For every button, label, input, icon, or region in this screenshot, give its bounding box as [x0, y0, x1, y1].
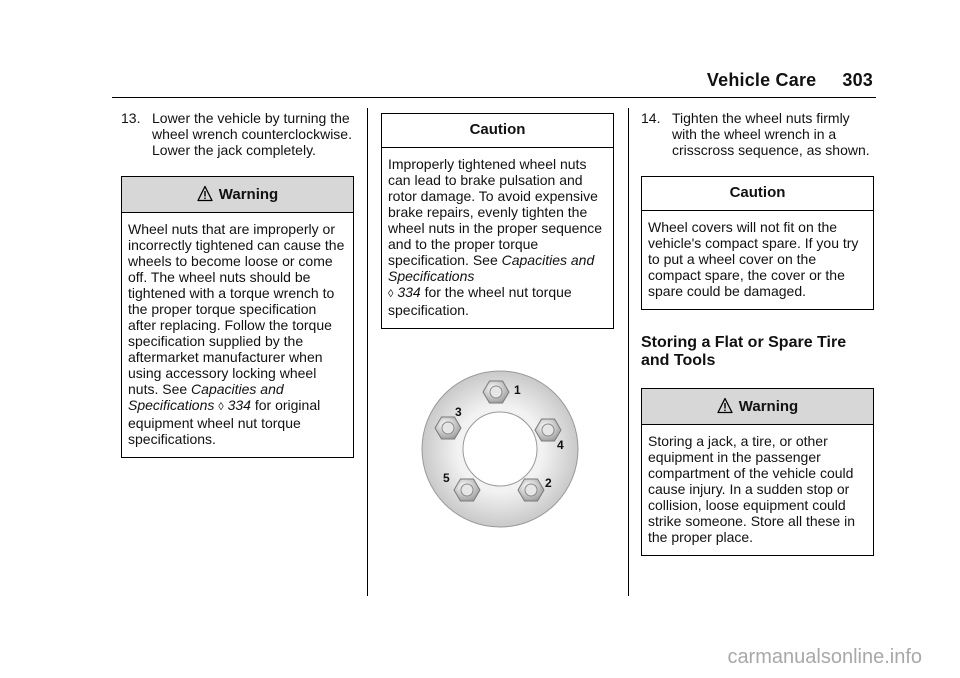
section-heading: Storing a Flat or Spare Tire and Tools — [641, 334, 847, 369]
caution-text-end: for the wheel nut torque specification. — [388, 284, 572, 318]
warning-body — [122, 213, 353, 457]
step-text: Lower the vehicle by turning the wheel wrench counterclockwise. Lower the jack completely. — [152, 110, 352, 158]
warning-icon — [717, 397, 733, 414]
warning-header — [122, 177, 353, 213]
step-13 — [121, 110, 354, 158]
xref-link[interactable]: Capacities and Specifications — [388, 252, 595, 284]
warning-text-end: for original equipment wheel nut torque specifications. — [128, 397, 321, 447]
page-ref[interactable]: 334 — [397, 284, 421, 300]
page-number: 303 — [842, 70, 873, 90]
warning-header — [642, 389, 873, 425]
column-divider — [628, 108, 629, 596]
page-ref[interactable]: 334 — [227, 397, 251, 413]
sequence-label-1: 1 — [514, 383, 521, 397]
caution-body — [382, 148, 613, 328]
warning-title: Warning — [218, 186, 279, 203]
column-divider — [367, 108, 368, 596]
column-2 — [381, 95, 614, 329]
step-number: 14. — [641, 110, 661, 126]
step-14 — [641, 110, 874, 158]
sequence-label-2: 2 — [545, 476, 552, 490]
section-title: Vehicle Care — [706, 70, 817, 90]
caution-body: Wheel covers will not fit on the vehicle's compact spare. If you try to put a wheel cover on the compact spare, the cover or the spare could be damaged. — [648, 219, 859, 299]
page-header — [707, 70, 873, 91]
hub-center-hole — [463, 412, 537, 486]
caution-text: Improperly tightened wheel nuts can lead to brake pulsation and rotor damage. To avoid expensive brake repairs, evenly tighten the wheel nuts in the proper sequence and to the proper torque specification. See — [388, 156, 603, 268]
warning-title: Warning — [738, 398, 799, 415]
column-1 — [121, 110, 354, 458]
warning-box — [121, 176, 354, 458]
wheel-nut-sequence-figure — [415, 364, 585, 534]
sequence-label-3: 3 — [455, 405, 462, 419]
step-number: 13. — [121, 110, 141, 126]
xref-icon: ◊ — [218, 401, 224, 413]
xref-icon: ◊ — [388, 288, 394, 300]
warning-text: Wheel nuts that are improperly or incorrectly tightened can cause the wheels to become loose or come off. The wheel nuts should be tightened with a torque wrench to the proper torque specification after replacing. Follow the torque specification supplied by the aftermarket manufacturer when using accessory locking wheel nuts. See — [128, 221, 345, 397]
sequence-label-4: 4 — [557, 438, 564, 452]
column-3 — [641, 110, 874, 556]
warning-body: Storing a jack, a tire, or other equipment in the passenger compartment of the vehicle could cause injury. In a sudden stop or collision, loose equipment could strike someone. Store all these in the proper place. — [648, 433, 855, 545]
warning-box — [641, 388, 874, 556]
sequence-label-5: 5 — [443, 471, 450, 485]
caution-header: Caution — [382, 114, 613, 148]
xref-link[interactable]: Capacities and Specifications — [128, 381, 284, 413]
caution-header: Caution — [642, 177, 873, 211]
caution-box — [641, 176, 874, 310]
caution-box — [381, 113, 614, 329]
warning-icon — [197, 185, 213, 202]
step-text: Tighten the wheel nuts firmly with the wheel wrench in a crisscross sequence, as shown. — [672, 110, 870, 158]
watermark: carmanualsonline.info — [727, 646, 922, 668]
